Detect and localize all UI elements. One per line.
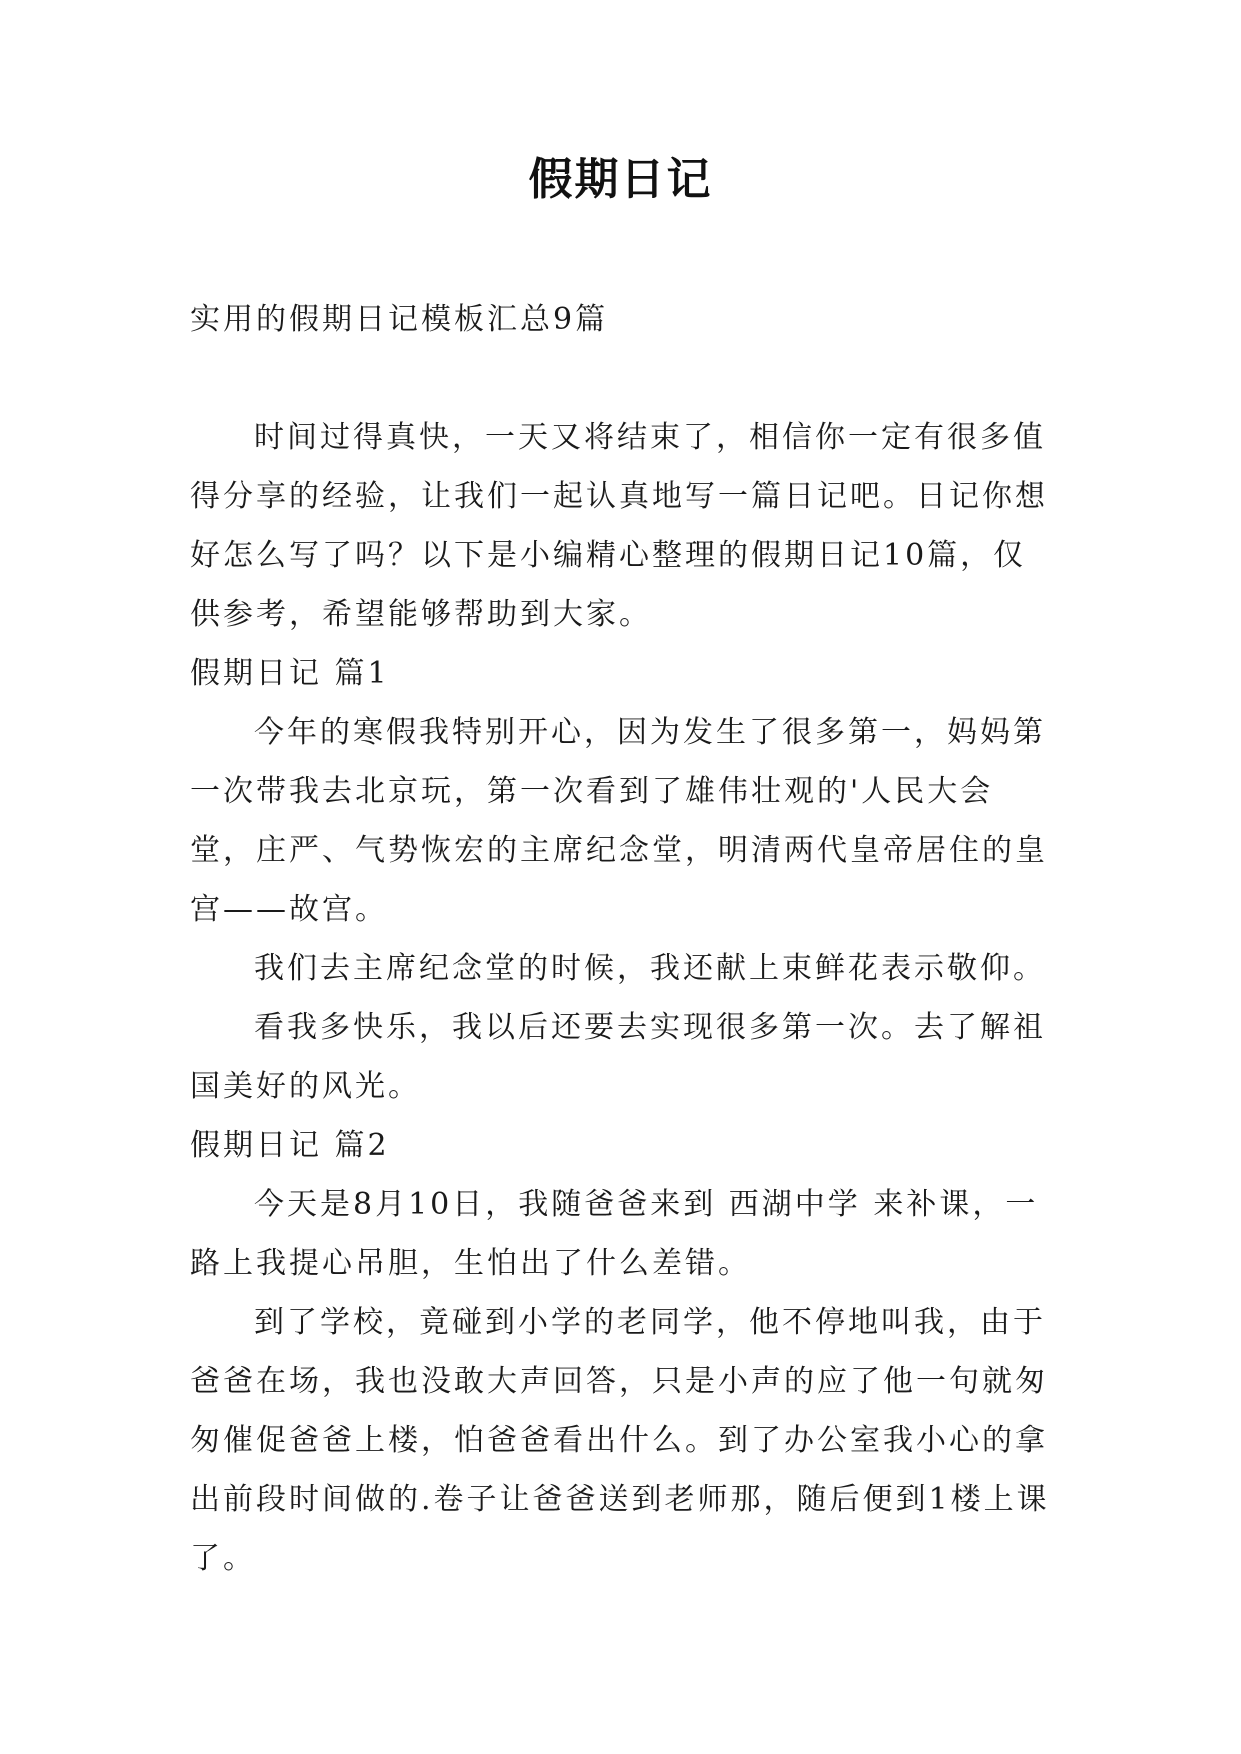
section-2-paragraph-2: 到了学校，竟碰到小学的老同学，他不停地叫我，由于爸爸在场，我也没敢大声回答，只是小声的应了他一句就匆匆催促爸爸上楼，怕爸爸看出什么。到了办公室我小心的拿出前段时间做的.卷子让爸爸送到老师那，随后便到1楼上课了。 xyxy=(190,1305,1050,1576)
document-body xyxy=(190,290,1055,1588)
section-heading-1: 假期日记 篇1 xyxy=(190,656,390,691)
document-title: 假期日记 xyxy=(528,154,713,205)
intro-paragraph: 时间过得真快，一天又将结束了，相信你一定有很多值得分享的经验，让我们一起认真地写一篇日记吧。日记你想好怎么写了吗？以下是小编精心整理的假期日记10篇，仅供参考，希望能够帮助到大家。 xyxy=(190,420,1048,632)
section-1-paragraph-2: 我们去主席纪念堂的时候，我还献上束鲜花表示敬仰。 xyxy=(254,951,1046,986)
section-2-paragraph-1: 今天是8月10日，我随爸爸来到 西湖中学 来补课，一路上我提心吊胆，生怕出了什么差错。 xyxy=(190,1187,1039,1281)
section-heading-2: 假期日记 篇2 xyxy=(190,1128,390,1163)
document-subtitle: 实用的假期日记模板汇总9篇 xyxy=(190,302,609,337)
section-1-paragraph-1: 今年的寒假我特别开心，因为发生了很多第一，妈妈第一次带我去北京玩，第一次看到了雄伟壮观的'人民大会堂，庄严、气势恢宏的主席纪念堂，明清两代皇帝居住的皇宫——故宫。 xyxy=(190,715,1048,927)
section-1-paragraph-3: 看我多快乐，我以后还要去实现很多第一次。去了解祖国美好的风光。 xyxy=(190,1010,1046,1104)
